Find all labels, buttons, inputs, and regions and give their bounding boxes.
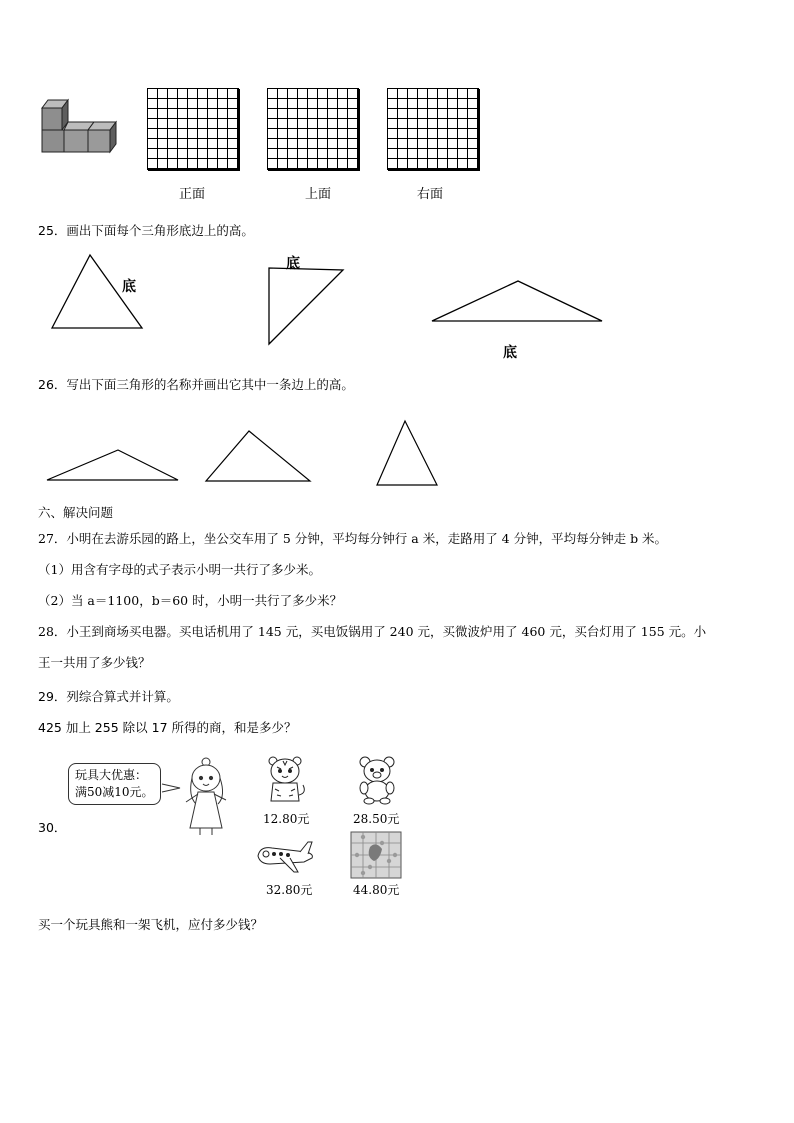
section-six-title: 六、解决问题 [38, 505, 114, 520]
stacked-cubes-figure [38, 98, 118, 158]
tiger-price: 12.80元 [263, 812, 310, 826]
q25-triangle-3[interactable] [430, 279, 610, 324]
q29-question: 425 加上 255 除以 17 所得的商，和是多少？ [38, 720, 297, 735]
q30-question: 买一个玩具熊和一架飞机，应付多少钱？ [38, 917, 264, 932]
q26-triangle-1[interactable] [45, 447, 185, 483]
puzzle-price: 44.80元 [353, 883, 400, 897]
q26-triangle-2[interactable] [204, 429, 314, 484]
q27-part2: （2）当 a＝1100，b＝60 时，小明一共行了多少米？ [38, 593, 343, 608]
q29-title: 29．列综合算式并计算。 [38, 689, 179, 704]
top-view-label: 上面 [305, 187, 332, 202]
q25-base-label-3: 底 [503, 345, 517, 361]
q26-triangle-3[interactable] [374, 418, 440, 488]
teddy-bear-price: 28.50元 [353, 812, 400, 826]
q26-title: 26．写出下面三角形的名称并画出它其中一条边上的高。 [38, 377, 354, 392]
bubble-line-1: 玩具大优惠： [75, 768, 148, 782]
right-view-label: 右面 [417, 187, 444, 202]
speech-bubble [68, 763, 161, 805]
q25-base-label-2: 底 [286, 256, 300, 272]
girl-illustration [176, 756, 236, 836]
teddy-bear-icon [355, 755, 399, 805]
q25-base-label-1: 底 [122, 279, 136, 295]
right-view-grid[interactable] [387, 88, 479, 170]
top-view-grid[interactable] [267, 88, 359, 170]
q25-triangle-2[interactable] [267, 266, 347, 346]
tiger-toy-icon [263, 755, 307, 805]
puzzle-toy-icon [350, 831, 402, 879]
airplane-toy-icon [254, 836, 316, 876]
airplane-price: 32.80元 [266, 883, 313, 897]
q27-stem: 27．小明在去游乐园的路上，坐公交车用了 5 分钟，平均每分钟行 a 米，走路用了 4 分钟，平均每分钟走 b 米。 [38, 531, 668, 546]
front-view-grid[interactable] [147, 88, 239, 170]
q30-number: 30． [38, 820, 67, 835]
q27-part1: （1）用含有字母的式子表示小明一共行了多少米。 [38, 562, 321, 577]
q28-line1: 28．小王到商场买电器。买电话机用了 145 元，买电饭锅用了 240 元，买微波炉用了 460 元，买台灯用了 155 元。小 [38, 624, 707, 639]
bubble-line-2: 满50减10元。 [75, 785, 154, 799]
front-view-label: 正面 [179, 187, 206, 202]
q28-line2: 王一共用了多少钱？ [38, 655, 151, 670]
q25-title: 25．画出下面每个三角形底边上的高。 [38, 223, 254, 238]
